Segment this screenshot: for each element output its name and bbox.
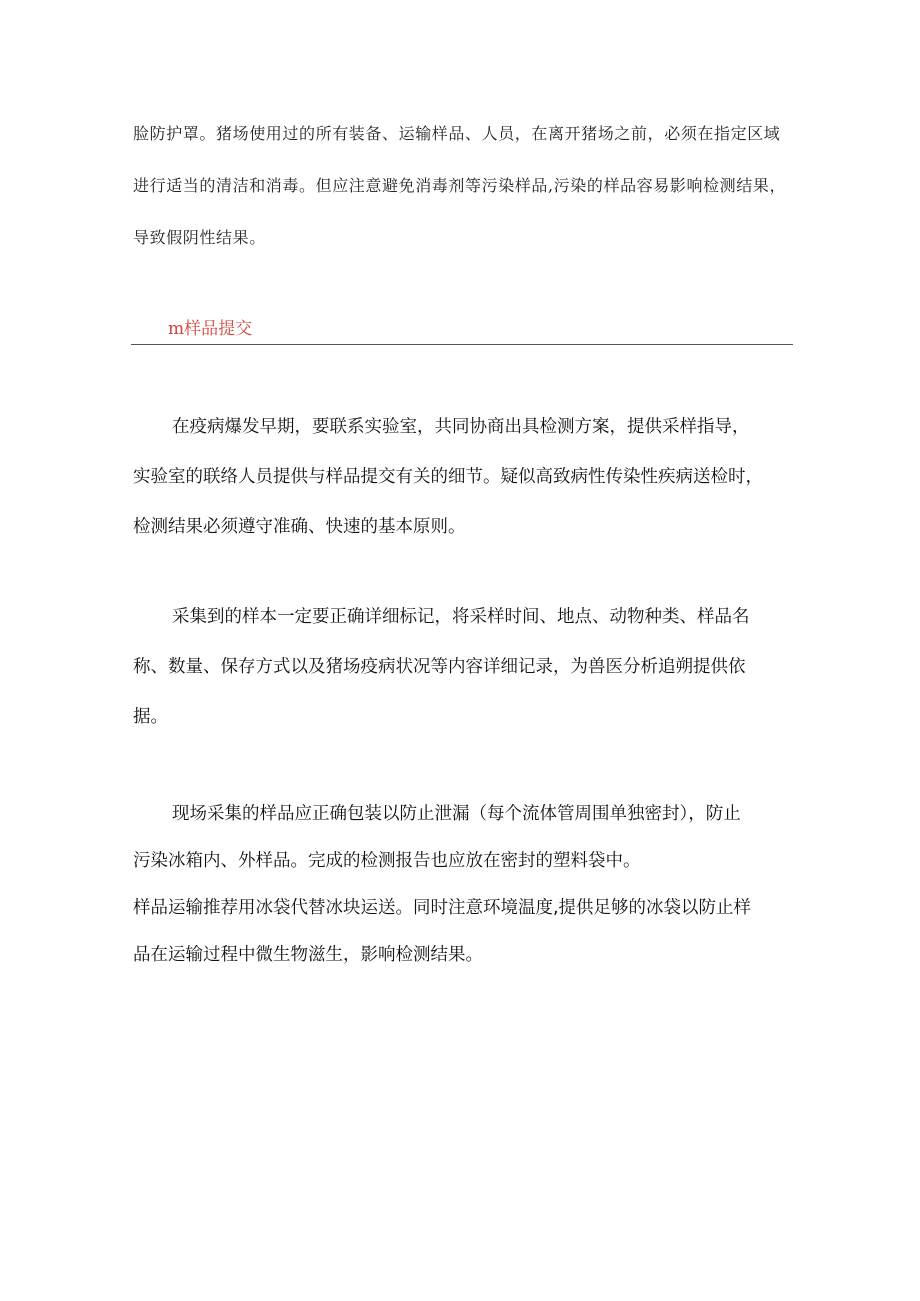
intro-line-3: 导致假阴性结果。 xyxy=(133,228,266,247)
paragraph-1-line-3: 检测结果必须遵守准确、快速的基本原则。 xyxy=(133,517,466,537)
paragraph-1-line-1: 在疫病爆发早期，要联系实验室，共同协商出具检测方案，提供采样指导， xyxy=(172,417,750,437)
paragraph-3-line-2: 污染冰箱内、外样品。完成的检测报告也应放在密封的塑料袋中。 xyxy=(133,851,641,871)
paragraph-1-line-2: 实验室的联络人员提供与样品提交有关的细节。疑似高致病性传染性疾病送检时， xyxy=(133,467,763,487)
paragraph-2-line-2: 称、数量、保存方式以及猪场疫病状况等内容详细记录，为兽医分析追朔提供依 xyxy=(133,657,746,677)
section-heading: m样品提交 xyxy=(168,319,253,339)
paragraph-3-line-4: 品在运输过程中微生物滋生，影响检测结果。 xyxy=(133,945,483,965)
paragraph-3-line-3: 样品运输推荐用冰袋代替冰块运送。同时注意环境温度,提供足够的冰袋以防止样 xyxy=(133,898,752,918)
intro-line-2: 进行适当的清洁和消毒。但应注意避免消毒剂等污染样品,污染的样品容易影响检测结果， xyxy=(133,176,787,195)
intro-line-1: 脸防护罩。猪场使用过的所有装备、运输样品、人员，在离开猪场之前，必须在指定区域 xyxy=(133,124,781,143)
paragraph-2-line-3: 据。 xyxy=(133,707,168,727)
paragraph-2-line-1: 采集到的样本一定要正确详细标记，将采样时间、地点、动物种类、样品名 xyxy=(172,607,750,627)
paragraph-3-line-1: 现场采集的样品应正确包装以防止泄漏（每个流体管周围单独密封），防止 xyxy=(172,804,741,824)
heading-divider xyxy=(131,344,793,345)
